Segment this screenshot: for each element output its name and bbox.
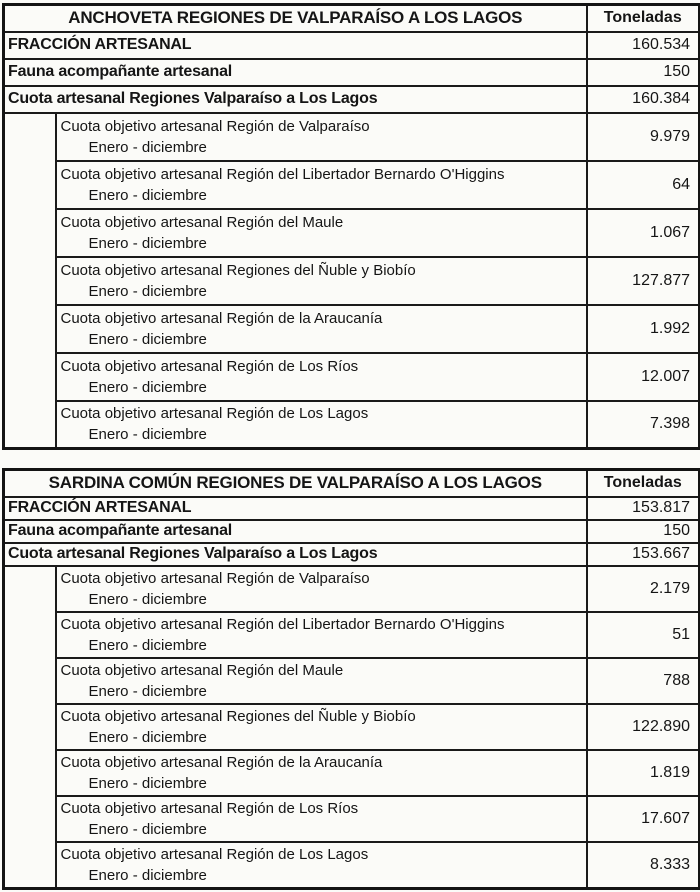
summary-row (4, 497, 700, 520)
detail-row (4, 113, 700, 161)
detail-label-cell (56, 305, 587, 353)
summary-value: 153.667 (587, 543, 700, 566)
detail-period: Enero - diciembre (88, 682, 207, 700)
detail-value: 1.992 (587, 305, 700, 353)
summary-label: Fauna acompañante artesanal (4, 59, 587, 86)
detail-label: Cuota objetivo artesanal Región del Maule (60, 661, 344, 679)
detail-period: Enero - diciembre (88, 590, 207, 608)
detail-value: 51 (587, 612, 700, 658)
summary-label: Cuota artesanal Regiones Valparaíso a Los Lagos (4, 543, 587, 566)
detail-row (4, 796, 700, 842)
detail-row (4, 401, 700, 449)
detail-value: 17.607 (587, 796, 700, 842)
summary-label: FRACCIÓN ARTESANAL (4, 497, 587, 520)
detail-label-cell (56, 750, 587, 796)
detail-period: Enero - diciembre (88, 186, 207, 204)
detail-value: 122.890 (587, 704, 700, 750)
table-header-row (4, 5, 700, 32)
detail-period: Enero - diciembre (88, 234, 207, 252)
detail-label: Cuota objetivo artesanal Región del Libertador Bernardo O'Higgins (60, 615, 505, 633)
detail-label: Cuota objetivo artesanal Región de la Araucanía (60, 753, 383, 771)
table-title: ANCHOVETA REGIONES DE VALPARAÍSO A LOS LAGOS (4, 5, 587, 32)
detail-value: 1.067 (587, 209, 700, 257)
detail-period: Enero - diciembre (88, 866, 207, 884)
detail-label-cell (56, 209, 587, 257)
summary-label: FRACCIÓN ARTESANAL (4, 32, 587, 59)
summary-row (4, 543, 700, 566)
detail-row (4, 750, 700, 796)
detail-row (4, 353, 700, 401)
detail-label-cell (56, 704, 587, 750)
detail-label-cell (56, 796, 587, 842)
detail-label: Cuota objetivo artesanal Región de Los Ríos (60, 799, 359, 817)
detail-period: Enero - diciembre (88, 728, 207, 746)
quota-table-sardina-comun (2, 468, 700, 890)
detail-period: Enero - diciembre (88, 138, 207, 156)
detail-label-cell (56, 658, 587, 704)
detail-period: Enero - diciembre (88, 820, 207, 838)
detail-value: 8.333 (587, 842, 700, 889)
detail-period: Enero - diciembre (88, 378, 207, 396)
indent-cell (4, 566, 56, 889)
summary-value: 150 (587, 59, 700, 86)
detail-label-cell (56, 257, 587, 305)
detail-label-cell (56, 113, 587, 161)
quota-table-anchoveta (2, 3, 700, 450)
detail-period: Enero - diciembre (88, 426, 207, 444)
detail-period: Enero - diciembre (88, 282, 207, 300)
detail-row (4, 612, 700, 658)
detail-label-cell (56, 566, 587, 612)
detail-label: Cuota objetivo artesanal Regiones del Ñuble y Biobío (60, 261, 416, 279)
detail-value: 788 (587, 658, 700, 704)
detail-row (4, 257, 700, 305)
detail-row (4, 566, 700, 612)
detail-value: 7.398 (587, 401, 700, 449)
detail-label: Cuota objetivo artesanal Regiones del Ñuble y Biobío (60, 707, 416, 725)
detail-period: Enero - diciembre (88, 774, 207, 792)
table-header-row (4, 470, 700, 497)
unit-header: Toneladas (587, 5, 700, 32)
indent-cell (4, 113, 56, 449)
summary-row (4, 59, 700, 86)
detail-value: 127.877 (587, 257, 700, 305)
detail-label-cell (56, 842, 587, 889)
detail-period: Enero - diciembre (88, 636, 207, 654)
summary-value: 160.384 (587, 86, 700, 113)
summary-row (4, 520, 700, 543)
detail-value: 64 (587, 161, 700, 209)
detail-label: Cuota objetivo artesanal Región del Maule (60, 213, 344, 231)
unit-header: Toneladas (587, 470, 700, 497)
detail-label-cell (56, 161, 587, 209)
summary-row (4, 32, 700, 59)
detail-row (4, 209, 700, 257)
summary-value: 150 (587, 520, 700, 543)
detail-value: 9.979 (587, 113, 700, 161)
summary-row (4, 86, 700, 113)
detail-value: 2.179 (587, 566, 700, 612)
detail-value: 1.819 (587, 750, 700, 796)
detail-value: 12.007 (587, 353, 700, 401)
detail-label-cell (56, 353, 587, 401)
summary-label: Fauna acompañante artesanal (4, 520, 587, 543)
detail-row (4, 305, 700, 353)
summary-value: 160.534 (587, 32, 700, 59)
detail-label: Cuota objetivo artesanal Región de la Araucanía (60, 309, 383, 327)
detail-row (4, 842, 700, 889)
detail-label-cell (56, 401, 587, 449)
detail-label-cell (56, 612, 587, 658)
summary-label: Cuota artesanal Regiones Valparaíso a Los Lagos (4, 86, 587, 113)
detail-row (4, 161, 700, 209)
detail-label: Cuota objetivo artesanal Región de Los Lagos (60, 405, 369, 423)
detail-label: Cuota objetivo artesanal Región de Valparaíso (60, 117, 370, 135)
detail-label: Cuota objetivo artesanal Región del Libertador Bernardo O'Higgins (60, 165, 505, 183)
detail-row (4, 658, 700, 704)
table-title: SARDINA COMÚN REGIONES DE VALPARAÍSO A LOS LAGOS (4, 470, 587, 497)
detail-label: Cuota objetivo artesanal Región de Los Ríos (60, 357, 359, 375)
detail-period: Enero - diciembre (88, 330, 207, 348)
summary-value: 153.817 (587, 497, 700, 520)
detail-label: Cuota objetivo artesanal Región de Los Lagos (60, 845, 369, 863)
detail-label: Cuota objetivo artesanal Región de Valparaíso (60, 569, 370, 587)
detail-row (4, 704, 700, 750)
